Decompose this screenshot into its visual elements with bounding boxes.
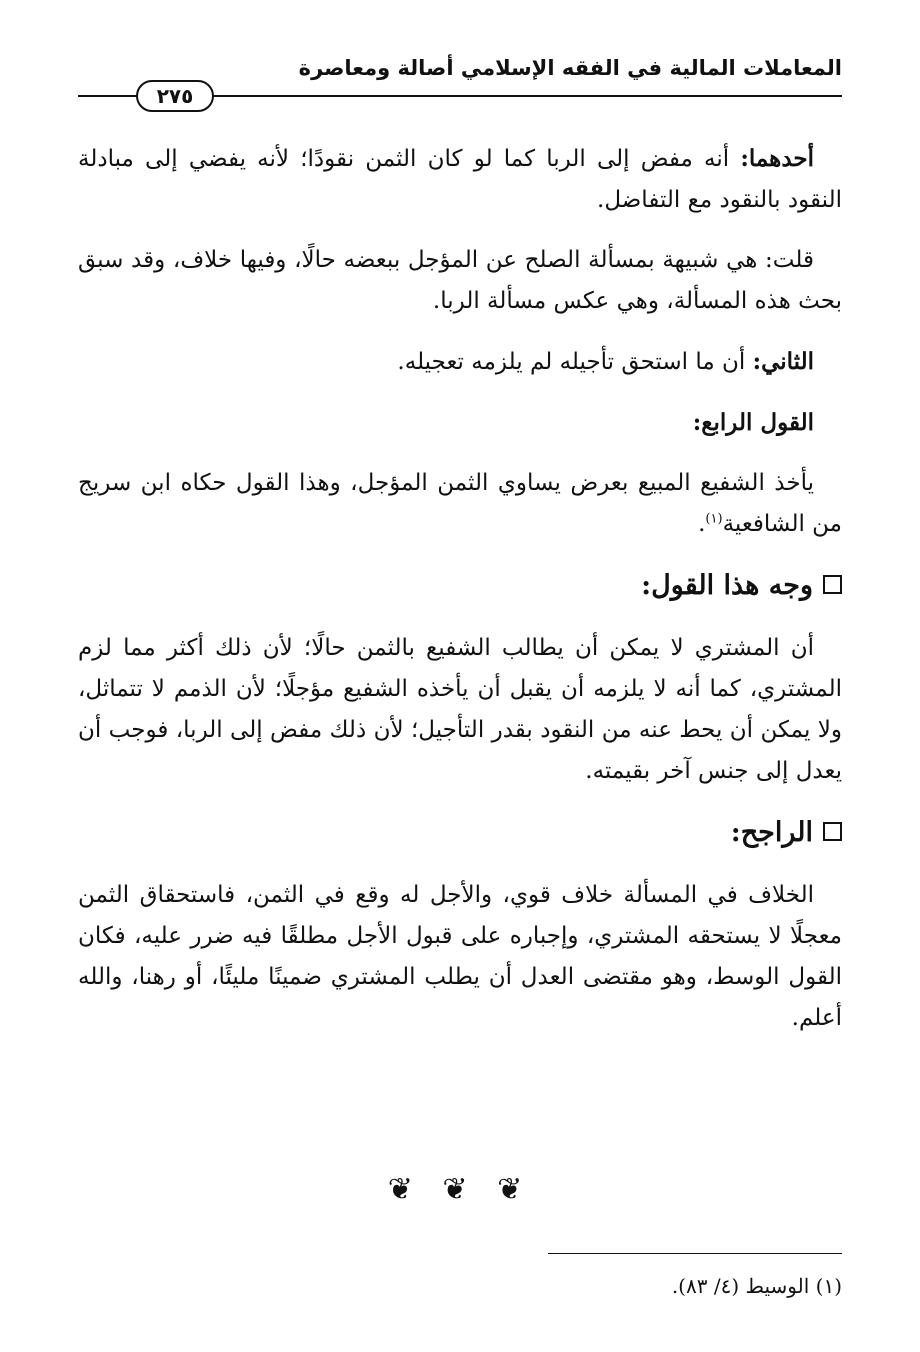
running-header-title: المعاملات المالية في الفقه الإسلامي أصالة ومعاصرة	[298, 56, 842, 80]
reasoning-text: أن المشتري لا يمكن أن يطالب الشفيع بالثمن حالًا؛ لأن ذلك أكثر مما لزم المشتري، كما أنه لا يلزمه أن يقبل أن يأخذه الشفيع مؤجلًا؛ لأن الذمم لا تتماثل، ولا يمكن أن يحط عنه من النقود بقدر التأجيل؛ لأن ذلك مفض إلى الربا، فوجب أن يعدل إلى جنس آخر بقيمته.	[78, 635, 842, 784]
first-reason-text: أنه مفض إلى الربا كما لو كان الثمن نقودًا؛ لأنه يفضي إلى مبادلة النقود بالنقود مع التفاضل.	[78, 146, 842, 213]
section-heading-preferred	[78, 811, 842, 855]
footnote-rule	[548, 1253, 842, 1254]
fourth-opinion-label: القول الرابع:	[692, 409, 814, 436]
paragraph-fourth-opinion	[78, 463, 842, 545]
preferred-heading-text: الراجح:	[730, 817, 813, 848]
page-body	[78, 138, 842, 1058]
square-bullet-icon	[823, 822, 842, 841]
fourth-opinion-text: يأخذ الشفيع المبيع بعرض يساوي الثمن المؤجل، وهذا القول حكاه ابن سريج من الشافعية	[78, 470, 842, 537]
paragraph-reasoning	[78, 628, 842, 792]
second-reason-label: الثاني:	[752, 348, 814, 375]
page-number-badge	[136, 80, 214, 112]
paragraph-preferred	[78, 875, 842, 1039]
page-number: ٢٧٥	[156, 84, 194, 108]
fourth-opinion-end: .	[698, 511, 706, 537]
paragraph-comment	[78, 240, 842, 322]
paragraph-fourth-opinion-heading	[78, 402, 842, 444]
square-bullet-icon	[823, 575, 842, 594]
comment-text: قلت: هي شبيهة بمسألة الصلح عن المؤجل ببعضه حالًا، وفيها خلاف، وقد سبق بحث هذه المسألة، وهي عكس مسألة الربا.	[78, 247, 842, 314]
preferred-text: الخلاف في المسألة خلاف قوي، والأجل له وقع في الثمن، فاستحقاق الثمن معجلًا لا يستحقه المشتري، وإجباره على قبول الأجل مطلقًا فيه ضرر عليه، فكان القول الوسط، وهو مقتضى العدل أن يطلب المشتري ضمينًا مليئًا، أو رهنا، والله أعلم.	[78, 882, 842, 1031]
section-heading-reasoning	[78, 564, 842, 608]
floral-ornament-icon: ❦ ❦ ❦	[387, 1172, 533, 1207]
first-reason-label: أحدهما:	[740, 145, 814, 172]
footnote: (١) الوسيط (٤/ ٨٣).	[671, 1274, 842, 1298]
second-reason-text: أن ما استحق تأجيله لم يلزمه تعجيله.	[397, 349, 753, 375]
footnote-reference[interactable]: (١)	[705, 511, 723, 527]
reasoning-heading-text: وجه هذا القول:	[641, 570, 813, 601]
paragraph-second-reason	[78, 341, 842, 383]
paragraph-first-reason	[78, 138, 842, 221]
